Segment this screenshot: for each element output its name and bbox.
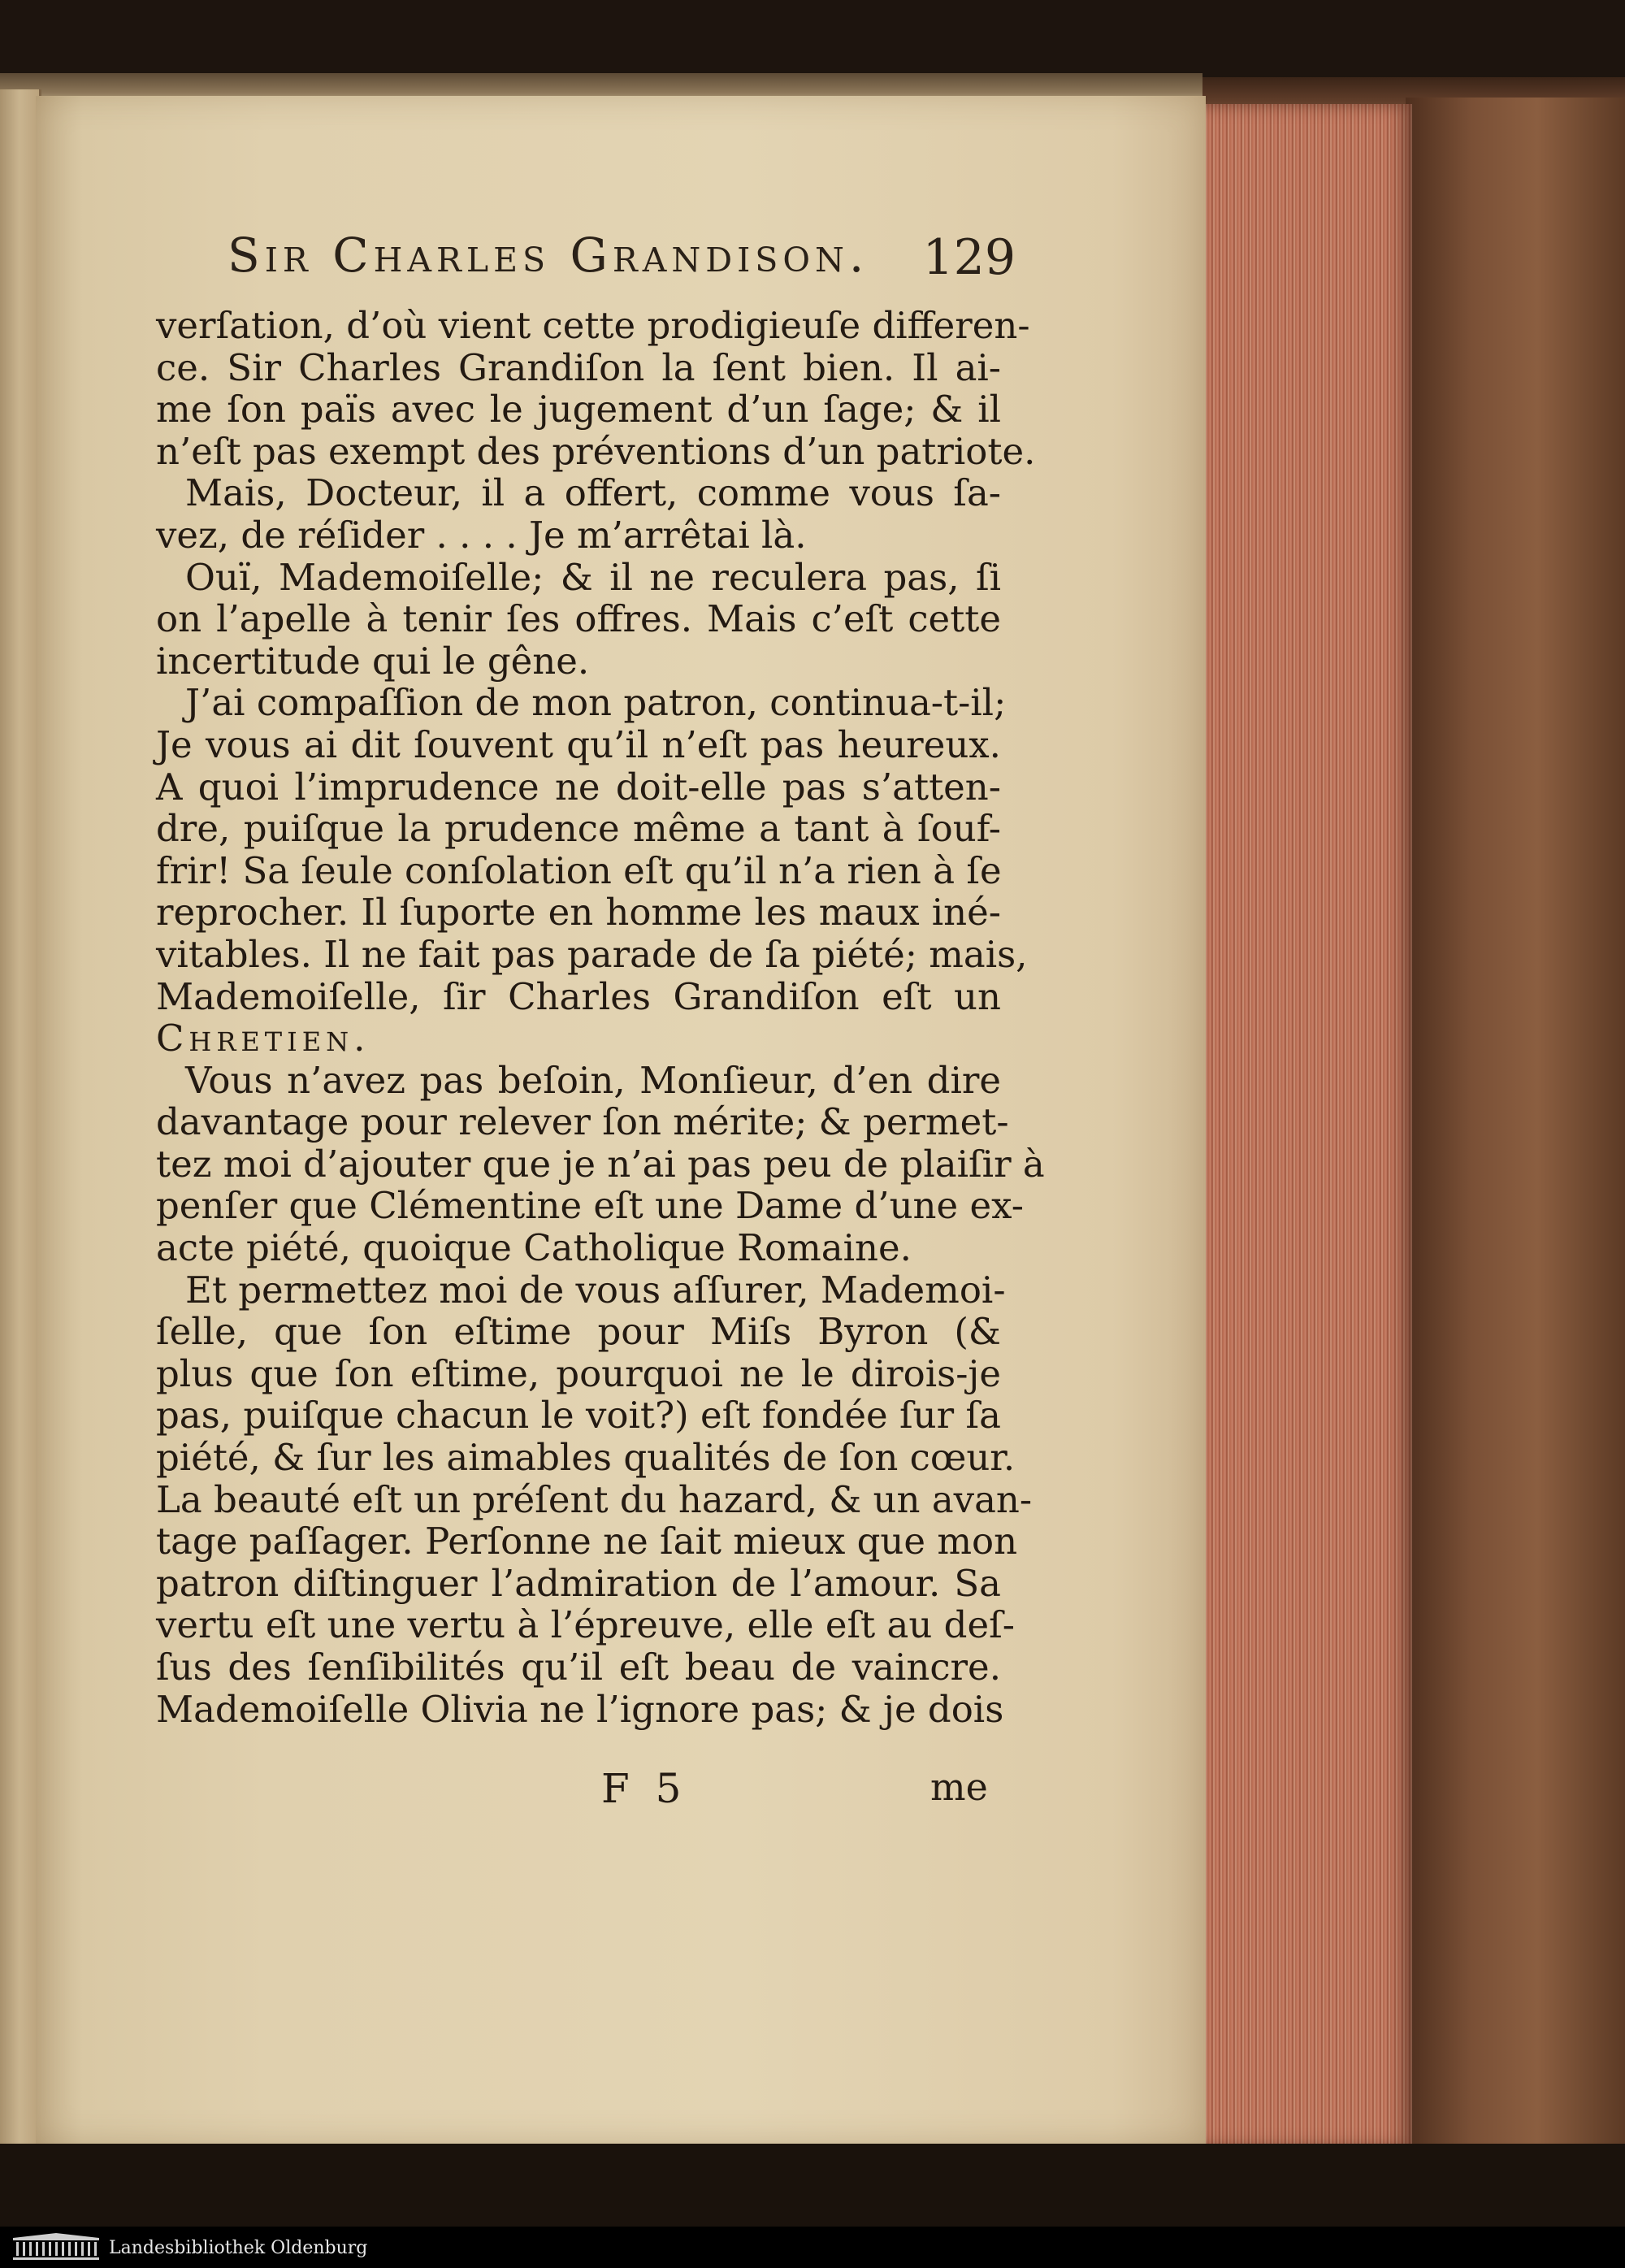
text-line: Ouï, Mademoiſelle; & il ne reculera pas, ſi bbox=[185, 555, 1001, 599]
signature-mark: F 5 bbox=[601, 1765, 688, 1812]
library-footer bbox=[0, 2227, 1625, 2268]
text-line: plus que ſon eſtime, pourquoi ne le dirois-je bbox=[156, 1351, 1001, 1395]
text-line: on l’apelle à tenir ſes offres. Mais c’eſt cette bbox=[156, 597, 1001, 641]
text-line: dre, puiſque la prudence même a tant à ſouf- bbox=[156, 807, 1001, 851]
leather-cover bbox=[1406, 98, 1625, 2227]
body-text bbox=[156, 304, 1045, 1731]
library-building-icon bbox=[11, 2233, 101, 2262]
text-line: tage paſſager. Perſonne ne ſait mieux que mon bbox=[156, 1520, 1018, 1563]
text-line: Mais, Docteur, il a offert, comme vous ſa- bbox=[185, 471, 1001, 515]
text-line: penſer que Clémentine eſt une Dame d’une ex- bbox=[156, 1184, 1024, 1228]
text-line: vertu eſt une vertu à l’épreuve, elle eſt au deſ- bbox=[156, 1603, 1015, 1647]
text-line: vez, de réſider . . . . Je m’arrêtai là. bbox=[156, 513, 807, 557]
text-line: Mademoiſelle Olivia ne l’ignore pas; & je dois bbox=[156, 1687, 1004, 1731]
bottom-shadow bbox=[0, 2144, 1625, 2227]
page-number: 129 bbox=[922, 229, 1016, 286]
text-line: La beauté eſt un préſent du hazard, & un avan- bbox=[156, 1477, 1033, 1521]
text-line: me ſon païs avec le jugement d’un ſage; & il bbox=[156, 388, 1001, 431]
text-line: frir! Sa ſeule conſolation eſt qu’il n’a rien à ſe bbox=[156, 848, 1002, 892]
text-line: tez moi d’ajouter que je n’ai pas peu de plaiſir à bbox=[156, 1142, 1045, 1186]
catchword: me bbox=[930, 1765, 988, 1809]
text-line: patron diſtinguer l’admiration de l’amour. Sa bbox=[156, 1561, 1001, 1605]
text-line: pas, puiſque chacun le voit?) eſt fondée ſur ſa bbox=[156, 1394, 1001, 1438]
library-name: Landesbibliothek Oldenburg bbox=[109, 2238, 368, 2258]
text-line: Et permettez moi de vous aſſurer, Mademoi- bbox=[185, 1268, 1006, 1312]
text-line: ſelle, que ſon eſtime pour Miſs Byron (& bbox=[156, 1310, 1001, 1354]
text-line: Vous n’avez pas beſoin, Monſieur, d’en dire bbox=[185, 1058, 1001, 1102]
text-line: ce. Sir Charles Grandiſon la ſent bien. Il ai- bbox=[156, 345, 1001, 389]
text-line: incertitude qui le gêne. bbox=[156, 639, 590, 683]
text-line: ſus des ſenſibilités qu’il eſt beau de vaincre. bbox=[156, 1646, 1001, 1689]
text-line: n’eſt pas exempt des préventions d’un patriote. bbox=[156, 429, 1036, 473]
text-line: davantage pour relever ſon mérite; & permet- bbox=[156, 1100, 1009, 1144]
running-head: Sir Charles Grandison. bbox=[228, 228, 869, 283]
text-line: verſation, d’où vient cette prodigieuſe differen- bbox=[156, 304, 1030, 347]
text-line: Je vous ai dit ſouvent qu’il n’eſt pas heureux. bbox=[156, 722, 1001, 766]
page-edges bbox=[1198, 104, 1412, 2148]
text-line: piété, & ſur les aimables qualités de ſon cœur. bbox=[156, 1436, 1016, 1480]
text-line: acte piété, quoique Catholique Romaine. bbox=[156, 1226, 912, 1270]
text-line: J’ai compaſſion de mon patron, continua-t-il; bbox=[185, 681, 1007, 725]
text-line: A quoi l’imprudence ne doit-elle pas s’atten- bbox=[156, 765, 1001, 809]
text-line: reprocher. Il ſuporte en homme les maux iné- bbox=[156, 891, 1001, 935]
text-line: vitables. Il ne fait pas parade de ſa piété; mais, bbox=[156, 932, 1028, 976]
text-line: Chretien. bbox=[156, 1017, 370, 1060]
text-line: Mademoiſelle, ſir Charles Grandiſon eſt un bbox=[156, 974, 1001, 1018]
